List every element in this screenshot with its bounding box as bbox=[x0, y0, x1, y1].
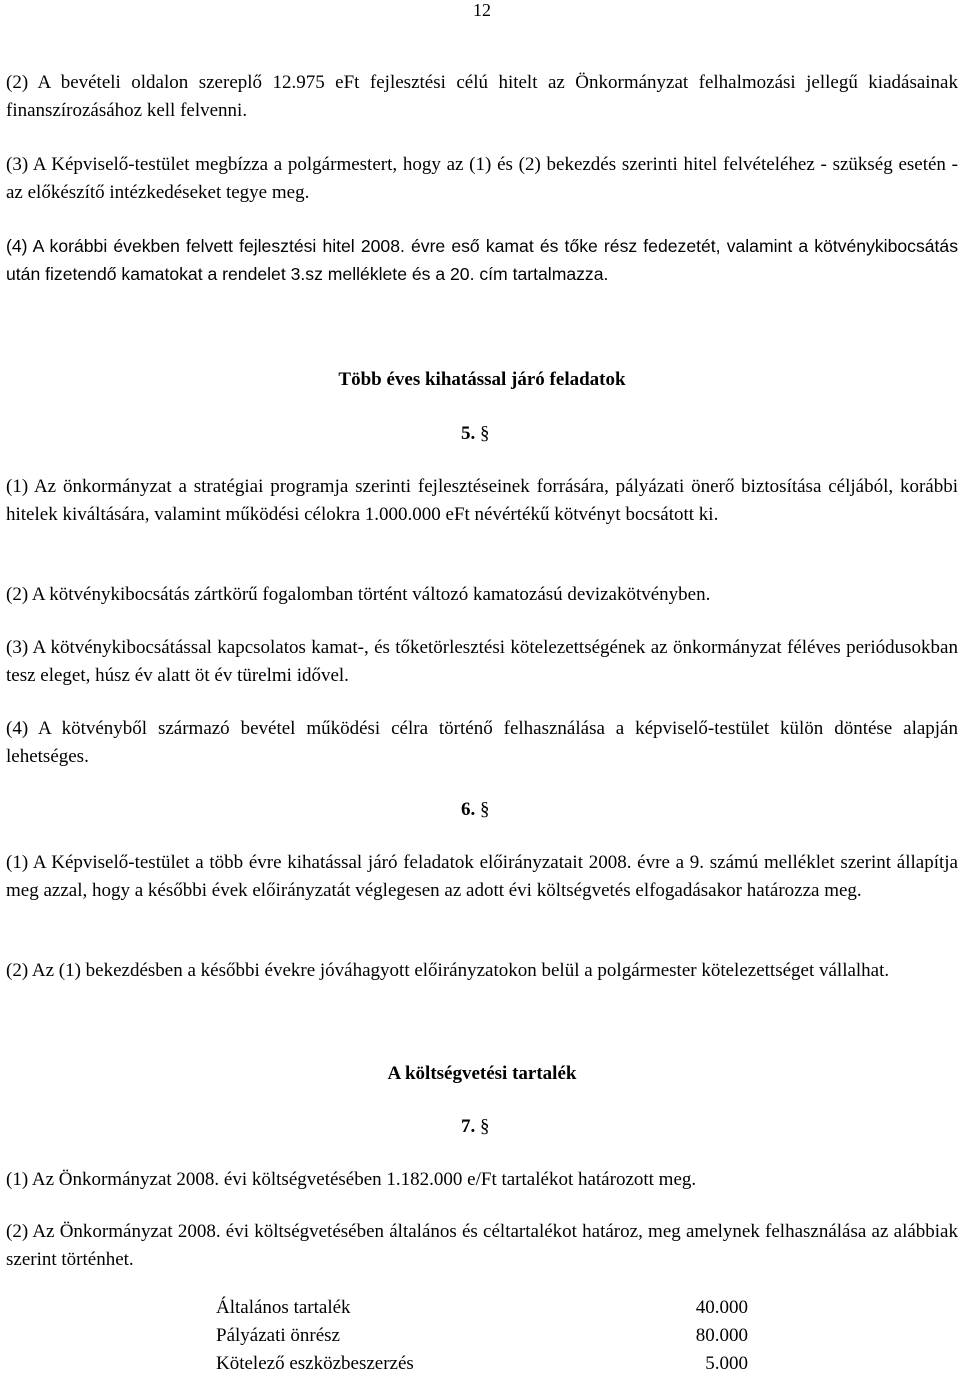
reserve-amount: 40.000 bbox=[695, 1297, 748, 1318]
section-symbol: § bbox=[480, 799, 490, 820]
paragraph-3-megbizas: (3) A Képviselő-testület megbízza a polgármestert, hogy az (1) és (2) bekezdés szerinti hitel felvételéhez - szükség esetén - az előkészítő intézkedéseket tegye meg. bbox=[6, 154, 958, 203]
reserve-table bbox=[216, 1294, 748, 1378]
paragraph-4-korabbi-hitel: (4) A korábbi években felvett fejlesztési hitel 2008. évre eső kamat és tőke rész fedezetét, valamint a kötvénykibocsátás után fizetendő kamatokat a rendelet 3.sz melléklete és a 20. cím tartalmazza. bbox=[6, 236, 958, 284]
reserve-amount: 5.000 bbox=[705, 1353, 748, 1374]
s7-paragraph-1: (1) Az Önkormányzat 2008. évi költségvetésében 1.182.000 e/Ft tartalékot határozott meg. bbox=[6, 1169, 697, 1190]
table-row bbox=[216, 1322, 748, 1350]
s5-paragraph-1: (1) Az önkormányzat a stratégiai programja szerinti fejlesztéseinek forrására, pályázati önerő biztosítása céljából, korábbi hitelek kiváltására, valamint működési célokra 1.000.000 eFt névértékű kötvényt bocsátott ki. bbox=[6, 476, 958, 525]
paragraph-2-hitel: (2) A bevételi oldalon szereplő 12.975 eFt fejlesztési célú hitelt az Önkormányzat felhalmozási jellegű kiadásainak finanszírozásához kell felvenni. bbox=[6, 72, 958, 121]
section-number-6: 6. § bbox=[461, 799, 490, 820]
reserve-name: Általános tartalék bbox=[216, 1297, 351, 1318]
s6-paragraph-1: (1) A Képviselő-testület a több évre kihatással járó feladatok előirányzatait 2008. évre a 9. számú melléklet szerint állapítja meg azzal, hogy a későbbi évek előirányzatát véglegesen az adott évi költségvetés elfogadásakor határozza meg. bbox=[6, 852, 958, 901]
s5-paragraph-4: (4) A kötvényből származó bevétel működési célra történő felhasználása a képviselő-testület külön döntése alapján lehetséges. bbox=[6, 718, 958, 767]
section-heading-tobb-eves: Több éves kihatással járó feladatok bbox=[338, 369, 626, 390]
s7-paragraph-2: (2) Az Önkormányzat 2008. évi költségvetésében általános és céltartalékot határoz, meg amelynek felhasználása az alábbiak szerint történhet. bbox=[6, 1221, 958, 1270]
section-number-5: 5. § bbox=[461, 423, 490, 444]
reserve-amount: 80.000 bbox=[695, 1325, 748, 1346]
page-number: 12 bbox=[473, 0, 491, 20]
s6-paragraph-2: (2) Az (1) bekezdésben a későbbi évekre jóváhagyott előirányzatokon belül a polgármester kötelezettséget vállalhat. bbox=[6, 960, 890, 981]
s5-paragraph-2: (2) A kötvénykibocsátás zártkörű fogalomban történt változó kamatozású devizakötvényben. bbox=[6, 584, 711, 605]
section-heading-tartalek: A költségvetési tartalék bbox=[387, 1063, 577, 1084]
section-number-7: 7. § bbox=[461, 1116, 490, 1137]
table-row bbox=[216, 1294, 748, 1322]
section-symbol: § bbox=[480, 423, 490, 444]
reserve-name: Pályázati önrész bbox=[216, 1325, 340, 1346]
reserve-name: Kötelező eszközbeszerzés bbox=[216, 1353, 414, 1374]
section-symbol: § bbox=[480, 1116, 490, 1137]
s5-paragraph-3: (3) A kötvénykibocsátással kapcsolatos kamat-, és tőketörlesztési kötelezettségének az önkormányzat féléves periódusokban tesz eleget, húsz év alatt öt év türelmi idővel. bbox=[6, 637, 958, 686]
